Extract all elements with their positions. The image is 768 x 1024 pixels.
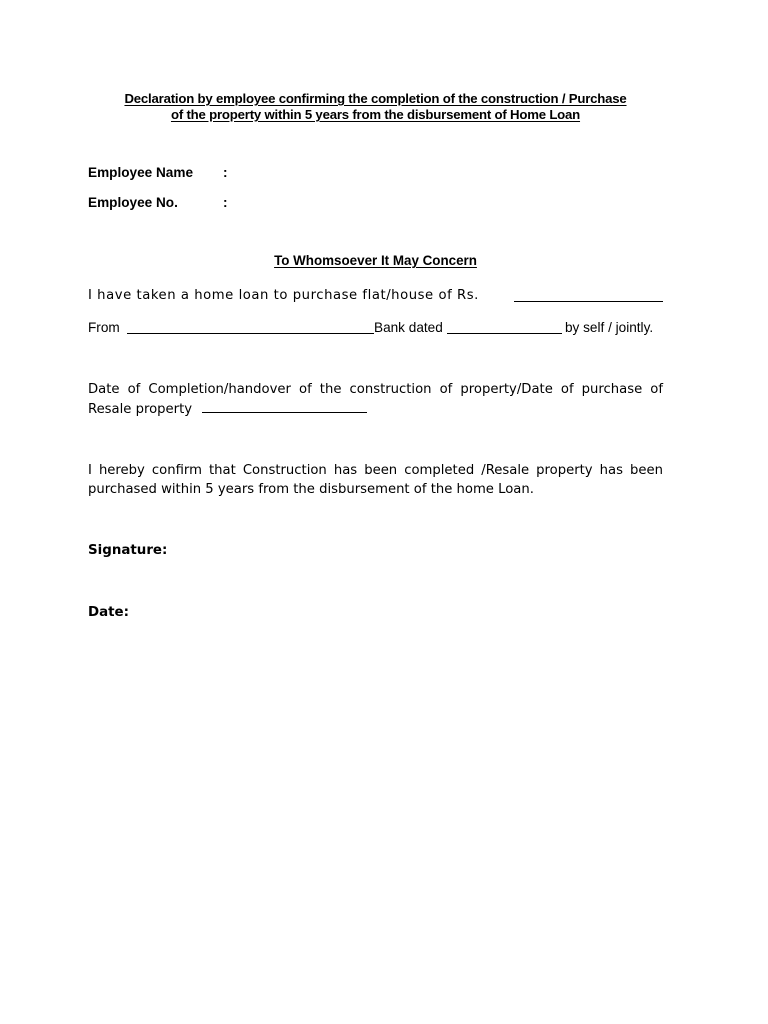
from-text: From <box>88 320 120 335</box>
employee-name-colon: : <box>223 165 228 180</box>
bank-line <box>88 320 663 336</box>
date-label: Date: <box>88 605 129 620</box>
employee-no-row <box>88 195 228 211</box>
bank-date-blank[interactable] <box>447 320 562 334</box>
employee-no-label: Employee No. <box>88 195 178 210</box>
employee-no-colon: : <box>223 195 228 210</box>
completion-date-blank[interactable] <box>202 399 367 413</box>
confirmation-paragraph: I hereby confirm that Construction has been completed /Resale property has been purchased within 5 years from the disbursement of the home Loan. <box>88 463 663 497</box>
salutation-heading <box>88 253 663 269</box>
salutation-text: To Whomsoever It May Concern <box>274 253 477 268</box>
employee-name-row <box>88 165 228 181</box>
bank-dated-text: Bank dated <box>374 320 443 335</box>
completion-line-2 <box>88 399 663 419</box>
loan-amount-line <box>88 288 663 304</box>
bank-name-blank[interactable] <box>127 320 374 334</box>
loan-amount-blank[interactable] <box>514 288 663 302</box>
employee-name-label: Employee Name <box>88 165 194 180</box>
document-title <box>88 91 663 123</box>
declaration-page <box>88 0 663 1024</box>
completion-line-1: Date of Completion/handover of the construction of property/Date of purchase of <box>88 382 663 397</box>
resale-property-text: Resale property <box>88 402 193 417</box>
by-self-text: by self / jointly. <box>565 320 654 335</box>
completion-paragraph <box>88 380 663 419</box>
title-line-2: of the property within 5 years from the disbursement of Home Loan <box>170 107 581 122</box>
signature-label: Signature: <box>88 543 168 558</box>
title-line-1: Declaration by employee confirming the completion of the construction / Purchase <box>124 91 627 106</box>
loan-amount-text: I have taken a home loan to purchase flat/house of Rs. <box>88 288 479 303</box>
